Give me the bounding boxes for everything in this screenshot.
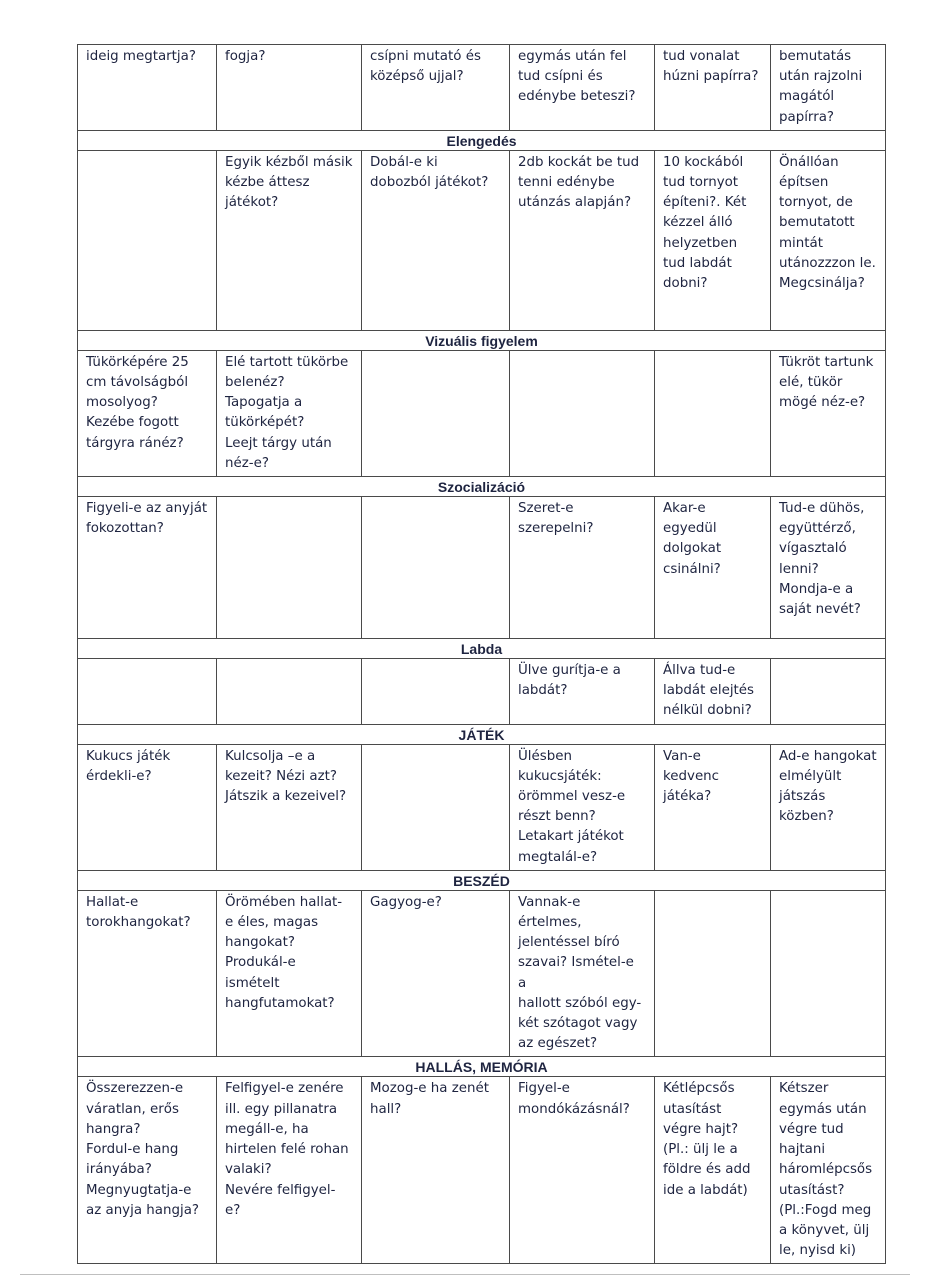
section-title: Vizuális figyelem [78,330,886,350]
table-cell [771,350,886,476]
cell-text: Ad-e hangokat elmélyült játszás közben? [779,748,877,825]
table-cell [655,45,771,131]
cell-text: csípni mutató és középső ujjal? [370,49,481,85]
table-cell [510,890,655,1057]
table-row [78,890,886,1057]
table-cell [510,350,655,476]
table-cell [362,45,510,131]
cell-text: Önállóan építsen tornyot, de bemutatott mintát utánozzzon le. Megcsinálja? [779,154,876,292]
cell-text: Dobál-e ki dobozból játékot? [370,154,489,191]
cell-text: ideig megtartja? [86,49,196,64]
cell-text: Van-e kedvenc játéka? [663,748,720,805]
table-body [78,45,886,1264]
table-cell [78,659,217,725]
table-cell [78,45,217,131]
table-cell [78,497,217,639]
table-row [78,1077,886,1264]
table-cell [362,350,510,476]
cell-text: Kétlépcsős utasítást végre hajt? (Pl.: ülj le a földre és add ide a labdát) [663,1081,751,1198]
cell-text: Hallat-e torokhangokat? [86,894,191,931]
table-cell [217,45,362,131]
table-cell [655,659,771,725]
table-cell [510,150,655,330]
cell-text: Elé tartott tükörbe belenéz? Tapogatja a tükörképét? Leejt tárgy után néz-e? [225,354,349,471]
section-title: Labda [78,639,886,659]
cell-text: tud vonalat húzni papírra? [663,49,759,85]
table-cell [217,350,362,476]
table-row [78,497,886,639]
cell-text: Egyik kézből másik kézbe áttesz játékot? [225,154,353,211]
cell-text: Tükörképére 25 cm távolságból mosolyog? Kezébe fogott tárgyra ránéz? [86,354,189,451]
table-cell [771,1077,886,1264]
table-cell [655,350,771,476]
table-cell [362,659,510,725]
section-title: Elengedés [78,130,886,150]
table-cell [78,350,217,476]
section-title: Szocializáció [78,477,886,497]
table-cell [771,659,886,725]
section-header-row [78,639,886,659]
section-header-row [78,477,886,497]
section-header-row [78,330,886,350]
section-title: JÁTÉK [78,724,886,744]
table-cell [510,497,655,639]
table-cell [362,744,510,870]
cell-text: Akar-e egyedül dolgokat csinálni? [663,501,722,577]
table-cell [217,890,362,1057]
cell-text: Örömében hallat- e éles, magas hangokat? Produkál-e ismételt hangfutamokat? [225,894,343,1011]
cell-text: Ülésben kukucsjáték: örömmel vesz-e részt benn? Letakart játékot megtalál-e? [518,748,626,865]
development-checklist-table [77,44,886,1264]
table-cell [78,744,217,870]
table-cell [510,744,655,870]
cell-text: 10 kockából tud tornyot építeni?. Két kézzel álló helyzetben tud labdát dobni? [663,154,747,292]
table-row [78,744,886,870]
page-edge-line [20,1274,910,1275]
cell-text: Figyeli-e az anyját fokozottan? [86,501,208,537]
table-cell [217,744,362,870]
table-cell [771,744,886,870]
table-cell [217,1077,362,1264]
cell-text: Tükröt tartunk elé, tükör mögé néz-e? [779,354,874,411]
table-cell [362,497,510,639]
table-cell [78,890,217,1057]
cell-text: Összerezzen-e váratlan, erős hangra? Fordul-e hang irányába? Megnyugtatja-e az anyja hangja? [86,1081,200,1218]
cell-text: egymás után fel tud csípni és edénybe beteszi? [518,49,636,105]
cell-text: Ülve gurítja-e a labdát? [518,663,621,699]
section-title: BESZÉD [78,870,886,890]
table-cell [217,497,362,639]
cell-text: Kukucs játék érdekli-e? [86,748,171,784]
table-cell [510,659,655,725]
section-header-row [78,1057,886,1077]
cell-text: bemutatás után rajzolni magától papírra? [779,49,863,125]
table-cell [510,1077,655,1264]
section-header-row [78,130,886,150]
table-cell [362,1077,510,1264]
section-title: HALLÁS, MEMÓRIA [78,1057,886,1077]
table-row [78,350,886,476]
cell-text: Állva tud-e labdát elejtés nélkül dobni? [663,663,755,719]
cell-text: Felfigyel-e zenére ill. egy pillanatra megáll-e, ha hirtelen felé rohan valaki? Nevére felfigyel- e? [225,1081,349,1218]
table-row [78,150,886,330]
cell-text: Tud-e dühös, együttérző, vígasztaló lenni? Mondja-e a saját nevét? [779,501,865,618]
cell-text: Kétszer egymás után végre tud hajtani háromlépcsős utasítást? (Pl.:Fogd meg a könyvet, ülj le, nyisd ki) [779,1081,873,1259]
cell-text: Kulcsolja –e a kezeit? Nézi azt? Játszik a kezeivel? [225,748,347,805]
table-cell [771,150,886,330]
section-header-row [78,724,886,744]
table-cell [771,45,886,131]
table-cell [655,1077,771,1264]
cell-text: Gagyog-e? [370,894,442,910]
table-cell [362,150,510,330]
assessment-sheet [77,44,885,1264]
table-cell [78,150,217,330]
cell-text: Mozog-e ha zenét hall? [370,1081,489,1117]
table-cell [655,744,771,870]
table-row [78,45,886,131]
table-cell [771,890,886,1057]
table-cell [510,45,655,131]
table-cell [78,1077,217,1264]
table-cell [655,497,771,639]
table-cell [362,890,510,1057]
cell-text: Figyel-e mondókázásnál? [518,1081,630,1117]
cell-text: fogja? [225,49,266,64]
table-cell [655,890,771,1057]
cell-text: Vannak-e értelmes, jelentéssel bíró szavai? Ismétel-e a hallott szóból egy- két szótagot vagy az egészet? [518,894,642,1052]
cell-text: Szeret-e szerepelni? [518,501,594,537]
section-header-row [78,870,886,890]
table-cell [771,497,886,639]
table-cell [655,150,771,330]
table-cell [217,150,362,330]
table-row [78,659,886,725]
table-cell [217,659,362,725]
cell-text: 2db kockát be tud tenni edénybe utánzás alapján? [518,154,640,211]
